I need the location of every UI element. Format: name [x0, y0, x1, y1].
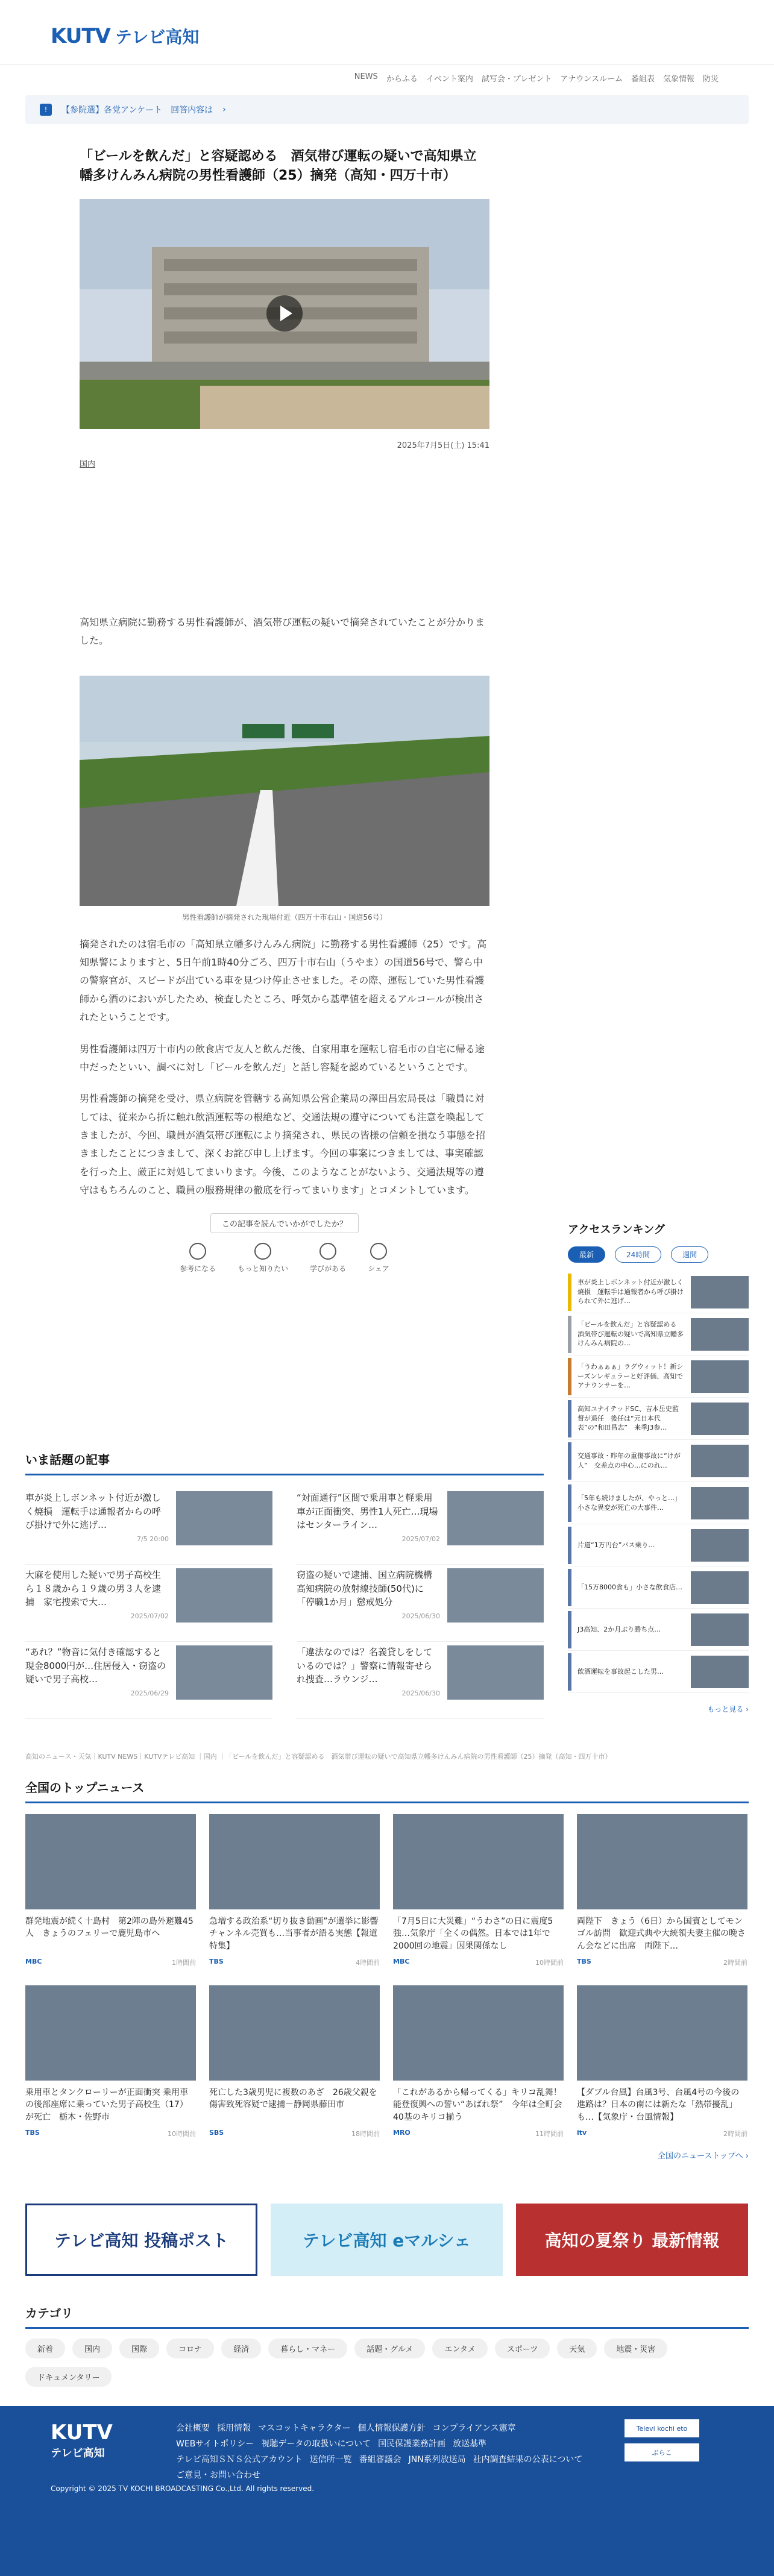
ranking-item[interactable]	[568, 1313, 749, 1356]
nav-events[interactable]: イベント案内	[426, 75, 473, 84]
hot-topic-item[interactable]	[297, 1565, 544, 1642]
footer-link[interactable]: 採用情報	[217, 2424, 251, 2433]
rank-marker	[568, 1653, 571, 1691]
news-image	[393, 1985, 564, 2081]
access-ranking	[568, 1221, 749, 1714]
reaction-box	[80, 1213, 489, 1274]
news-source: TBS	[209, 1958, 224, 1965]
news-time: 4時間前	[356, 1959, 380, 1967]
hot-topic-date: 2025/07/02	[401, 1535, 440, 1543]
footer-badge[interactable]: Televi kochi eto	[625, 2419, 699, 2437]
photo-caption: 男性看護師が摘発された現場付近（四万十市右山・国道56号）	[182, 913, 387, 922]
news-image	[209, 1814, 380, 1909]
news-source: TBS	[577, 1958, 591, 1965]
banner-post[interactable]: テレビ高知 投稿ポスト	[25, 2204, 257, 2276]
nav-announce-room[interactable]: アナウンスルーム	[560, 75, 623, 84]
news-image	[393, 1814, 564, 1909]
reaction-question: この記事を読んでいかがでしたか？	[210, 1213, 359, 1233]
chevron-right-icon: ›	[222, 105, 226, 115]
breadcrumb[interactable]: 高知のニュース・天気｜KUTV NEWS｜KUTVテレビ高知 ｜国内 ｜「ビールを飲んだ」と容疑認める 酒気帯び運転の疑いで高知県立幡多けんみん病院の男性看護師（25）摘発（高知・四万十市）	[25, 1753, 612, 1761]
footer-links	[176, 2422, 598, 2481]
thumbnail	[691, 1487, 749, 1519]
hot-topic-title: “あれ？”物音に気付き確認すると現金8000円が…住居侵入・窃盗の疑いで男子高校…	[25, 1647, 166, 1685]
footer-link[interactable]: コンプライアンス憲章	[432, 2424, 516, 2433]
article-paragraph: 男性看護師の摘発を受け、県立病院を管轄する高知県公営企業局の澤田昌宏局長は「職員に対しては、従来から折に触れ飲酒運転等の根絶など、交通法規の遵守についても注意を喚起してきましたが、今回、職員が酒気帯び運転により摘発され、県民の皆様の信頼を損なう事態を招きましたことにつきまして、深くお詫び申し上げます。今回の事案につきましては、事実確認を行った上、厳正に対処してまいります。今後、このようなことがないよう、交通法規等の遵守はもちろんのこと、職員の服務規律の徹底を行ってまいります」とコメントしています。	[80, 1093, 485, 1196]
category-disaster[interactable]: 地震・災害	[604, 2339, 667, 2358]
reaction-more[interactable]	[238, 1243, 288, 1274]
banner-row	[25, 2204, 748, 2276]
thumbnail	[691, 1571, 749, 1604]
ranking-item[interactable]	[568, 1482, 749, 1524]
category-title: カテゴリ	[25, 2304, 749, 2329]
nav-presents[interactable]: 試写会・プレゼント	[481, 75, 552, 84]
hot-topic-item[interactable]	[25, 1487, 272, 1565]
book-icon	[319, 1243, 336, 1260]
site-logo[interactable]	[51, 24, 199, 48]
hot-topics	[25, 1450, 544, 1719]
footer-link[interactable]: マスコットキャラクター	[258, 2424, 351, 2433]
rank-marker	[568, 1569, 571, 1606]
notice-bar[interactable]	[25, 95, 749, 124]
news-source: SBS	[209, 2129, 224, 2137]
reaction-label: もっと知りたい	[238, 1264, 289, 1273]
article-lead: 高知県立病院に勤務する男性看護師が、酒気帯び運転の疑いで摘発されていたことが分かりました。	[80, 616, 485, 647]
news-title: 死亡した3歳男児に複数のあざ 26歳父親を傷害致死容疑で逮捕－静岡県藤田市	[209, 2088, 377, 2110]
thumbnail	[691, 1360, 749, 1393]
ranking-item-title: 片道“1万円台”バス乗り…	[577, 1541, 655, 1549]
global-nav	[0, 65, 774, 89]
footer-link[interactable]: 会社概要	[176, 2424, 210, 2433]
footer-badge[interactable]: ぶらこ	[625, 2443, 699, 2461]
rank-marker	[568, 1400, 571, 1437]
play-icon[interactable]	[266, 295, 303, 331]
hot-topic-title: 「違法なのでは？名義貸しをしているのでは？」警察に情報寄せられ捜査…ラウンジ…	[297, 1647, 433, 1685]
notice-icon: !	[40, 104, 52, 116]
hot-topics-title: いま話題の記事	[25, 1450, 544, 1475]
footer-link[interactable]: 放送基準	[453, 2439, 487, 2449]
nav-disaster[interactable]: 防災	[702, 75, 719, 84]
nav-news[interactable]: NEWS	[354, 72, 378, 81]
news-card[interactable]	[577, 1814, 747, 1967]
news-image	[577, 1985, 747, 2081]
search-icon	[254, 1243, 271, 1260]
news-time: 18時間前	[351, 2130, 380, 2138]
article-date: 2025年7月5日(土) 15:41	[397, 441, 489, 450]
ranking-item-title: 「15万8000食も」小さな飲食店…	[577, 1583, 682, 1591]
hot-topic-date: 2025/06/29	[130, 1689, 169, 1697]
footer-link[interactable]: 番組審議会	[359, 2455, 401, 2464]
nav-colorful[interactable]: からふる	[386, 75, 418, 84]
thumbnail	[447, 1491, 544, 1545]
news-card[interactable]	[393, 1985, 564, 2138]
tab-24h[interactable]: 24時間	[615, 1246, 661, 1263]
hot-topic-item[interactable]	[25, 1642, 272, 1719]
footer-link[interactable]: 社内調査結果の公表について	[473, 2455, 583, 2464]
news-image	[25, 1814, 196, 1909]
ranking-item[interactable]	[568, 1398, 749, 1440]
rank-marker	[568, 1527, 571, 1564]
news-card[interactable]	[209, 1985, 380, 2138]
news-card[interactable]	[25, 1814, 196, 1967]
news-source: MRO	[393, 2129, 411, 2137]
rank-marker	[568, 1442, 571, 1480]
notice-text: 【参院選】各党アンケート 回答内容は	[61, 105, 213, 115]
news-time: 2時間前	[723, 1959, 747, 1967]
tab-latest[interactable]: 最新	[568, 1246, 605, 1263]
article-paragraph: 男性看護師は四万十市内の飲食店で友人と飲んだ後、自家用車を運転し宿毛市の自宅に帰る途中だったといい、調べに対し「ビールを飲んだ」と話し容疑を認めているということです。	[80, 1043, 485, 1073]
banner-festival[interactable]: 高知の夏祭り 最新情報	[516, 2204, 748, 2276]
reaction-learn[interactable]	[310, 1243, 346, 1274]
rank-marker	[568, 1274, 571, 1311]
news-title: 「7月5日に大災難」“うわさ”の日に震度5強…気象庁「全くの偶然。日本では1年で2000回の地震」因果関係なし	[393, 1917, 553, 1951]
footer-link[interactable]: ご意見・お問い合わせ	[176, 2471, 260, 2480]
news-source: MBC	[393, 1958, 410, 1965]
article-tag[interactable]: 国内	[80, 459, 96, 469]
logo-kutv: KUTV	[51, 24, 110, 48]
ranking-item[interactable]	[568, 1271, 749, 1313]
hot-topic-item[interactable]	[297, 1642, 544, 1719]
thumbnail	[691, 1613, 749, 1646]
ranking-item-title: 車が炎上しボンネット付近が激しく焼損 運転手は通報者から呼び掛けられて外に逃げ…	[577, 1278, 684, 1305]
ranking-item[interactable]	[568, 1566, 749, 1609]
ranking-item-title: 飲酒運転を事故起こした男…	[577, 1667, 664, 1676]
hot-topic-item[interactable]	[297, 1487, 544, 1565]
hot-topic-date: 7/5 20:00	[137, 1535, 169, 1543]
reaction-label: 学びがある	[310, 1264, 347, 1273]
news-time: 1時間前	[172, 1959, 196, 1967]
news-time: 2時間前	[723, 2130, 747, 2138]
hot-topic-title: 車が炎上しボンネット付近が激しく焼損 運転手は通報者からの呼び掛けで外に逃げ…	[25, 1492, 162, 1530]
category-section	[25, 2304, 749, 2387]
category-entertainment[interactable]: エンタメ	[432, 2339, 487, 2358]
ranking-item[interactable]	[568, 1651, 749, 1693]
news-image	[209, 1985, 380, 2081]
category-corona[interactable]: コロナ	[166, 2339, 214, 2358]
article-hero-video[interactable]	[80, 199, 489, 429]
news-time: 11時間前	[535, 2130, 564, 2138]
reaction-label: 参考になる	[180, 1264, 216, 1273]
news-image	[25, 1985, 196, 2081]
site-footer	[0, 2406, 774, 2576]
news-card[interactable]	[577, 1985, 747, 2138]
hot-topic-date: 2025/06/30	[401, 1689, 440, 1697]
rank-marker	[568, 1316, 571, 1353]
news-image	[577, 1814, 747, 1909]
rank-marker	[568, 1358, 571, 1395]
tab-weekly[interactable]: 週間	[671, 1246, 708, 1263]
footer-link[interactable]: テレビ高知ＳＮＳ公式アカウント	[176, 2455, 303, 2464]
article	[80, 147, 489, 1274]
footer-link[interactable]: 個人情報保護方針	[357, 2424, 426, 2433]
thumbnail	[447, 1568, 544, 1623]
hot-topic-title: “対面通行”区間で乗用車と軽乗用車が正面衝突、男性1人死亡…現場はセンターライン…	[297, 1492, 438, 1530]
hot-topic-title: 大麻を使用した疑いで男子高校生ら１８歳から１９歳の男３人を逮捕 家宅捜索で大…	[25, 1569, 162, 1607]
ranking-item-title: 高知ユナイテッドSC、吉本岳史監督が退任 後任は“元日本代表”の“和田昌志” 来季J3参…	[577, 1404, 679, 1432]
category-economy[interactable]: 経済	[221, 2339, 261, 2358]
banner-marche[interactable]: テレビ高知 eマルシェ	[271, 2204, 503, 2276]
ranking-item-title: 交通事故・昨年の重傷事故に“けが人” 交差点の中心…にのれ…	[577, 1451, 681, 1469]
footer-link[interactable]: WEBサイトポリシー	[176, 2439, 254, 2449]
thumbnail	[691, 1529, 749, 1562]
national-news-more-link[interactable]: 全国のニューストップへ ›	[657, 2152, 749, 2161]
category-documentary[interactable]: ドキュメンタリー	[25, 2367, 112, 2387]
category-sports[interactable]: スポーツ	[495, 2339, 550, 2358]
news-title: 急増する政治系“切り抜き動画”が選挙に影響 チャンネル売買も…当事者が語る実態【報道特集】	[209, 1917, 379, 1951]
ranking-item[interactable]	[568, 1356, 749, 1398]
nav-weather[interactable]: 気象情報	[662, 75, 694, 84]
lightbulb-icon	[189, 1243, 206, 1260]
thumbnail	[691, 1656, 749, 1688]
thumbnail	[691, 1318, 749, 1351]
ranking-item-title: J3高知、2か月ぶり勝ち点…	[577, 1625, 661, 1633]
ranking-item-title: 「うわぁぁぁ」ラグウィット！新シーズンレギュラーと好評価、高知でアナウンサーを…	[577, 1362, 684, 1390]
news-card[interactable]	[25, 1985, 196, 2138]
category-domestic[interactable]: 国内	[72, 2339, 112, 2358]
rank-marker	[568, 1484, 571, 1522]
news-source: itv	[577, 2129, 587, 2137]
news-title: 【ダブル台風】台風3号、台風4号の今後の進路は？日本の南には新たな「熱帯擾乱」も…【気象庁・台風情報】	[577, 2088, 740, 2122]
nav-program-table[interactable]: 番組表	[631, 75, 655, 84]
news-title: 「これがあるから帰ってくる」キリコ乱舞！能登復興への誓い“あばれ祭” 今年は全町会40基のキリコ揃う	[393, 2088, 562, 2122]
ranking-item-title: 「5年も続けましたが、やっと…」小さな異変が死亡の大事件…	[577, 1494, 681, 1512]
share-icon	[370, 1243, 387, 1260]
news-time: 10時間前	[535, 1959, 564, 1967]
category-weather[interactable]: 天気	[557, 2339, 597, 2358]
category-new[interactable]: 新着	[25, 2339, 65, 2358]
hot-topic-title: 窃盗の疑いで逮捕、国立病院機構高知病院の放射線技師(50代)に「停職1か月」懲戒処分	[297, 1569, 433, 1607]
thumbnail	[447, 1645, 544, 1700]
news-source: MBC	[25, 1958, 42, 1965]
national-top-news	[25, 1778, 749, 2161]
category-gourmet[interactable]: 話題・グルメ	[354, 2339, 425, 2358]
footer-logo-sub: テレビ高知	[51, 2447, 105, 2460]
article-title: 「ビールを飲んだ」と容疑認める 酒気帯び運転の疑いで高知県立幡多けんみん病院の男性看護師（25）摘発（高知・四万十市）	[80, 149, 477, 183]
ranking-title: アクセスランキング	[568, 1224, 665, 1236]
news-title: 群発地震が続く十島村 第2陣の島外避難45人 きょうのフェリーで鹿児島市へ	[25, 1917, 194, 1939]
category-living[interactable]: 暮らし・マネー	[268, 2339, 347, 2358]
site-header	[0, 0, 774, 65]
national-news-title: 全国のトップニュース	[25, 1778, 749, 1803]
thumbnail	[691, 1445, 749, 1477]
thumbnail	[176, 1645, 272, 1700]
ranking-item[interactable]	[568, 1524, 749, 1566]
thumbnail	[691, 1403, 749, 1435]
ranking-item[interactable]	[568, 1440, 749, 1482]
news-time: 10時間前	[168, 2130, 196, 2138]
hot-topic-date: 2025/07/02	[130, 1612, 169, 1620]
hot-topic-date: 2025/06/30	[401, 1612, 440, 1620]
news-title: 乗用車とタンクローリーが正面衝突 乗用車の後部座席に乗っていた男子高校生（17）が死亡 栃木・佐野市	[25, 2088, 189, 2122]
thumbnail	[691, 1276, 749, 1308]
footer-link[interactable]: 視聴データの取扱いについて	[261, 2439, 371, 2449]
ranking-item-title: 「ビールを飲んだ」と容疑認める 酒気帯び運転の疑いで高知県立幡多けんみん病院の…	[577, 1320, 684, 1348]
hot-topic-item[interactable]	[25, 1565, 272, 1642]
copyright: Copyright © 2025 TV KOCHI BROADCASTING Co.,Ltd. All rights reserved.	[51, 2484, 315, 2493]
reaction-label: シェア	[368, 1264, 389, 1273]
road-photo	[80, 676, 489, 906]
category-international[interactable]: 国際	[119, 2339, 159, 2358]
news-source: TBS	[25, 2129, 40, 2137]
ad-space	[80, 469, 489, 614]
reaction-helpful[interactable]	[180, 1243, 216, 1274]
thumbnail	[176, 1568, 272, 1623]
ranking-more-link[interactable]: もっと見る ›	[707, 1705, 749, 1714]
thumbnail	[176, 1491, 272, 1545]
news-card[interactable]	[393, 1814, 564, 1967]
article-paragraph: 摘発されたのは宿毛市の「高知県立幡多けんみん病院」に勤務する男性看護師（25）です。高知県警によりますと、5日午前1時40分ごろ、四万十市右山（うやま）の国道56号で、警ら中の警察官が、スピードが出ている車を見つけ停止させました。その際、運転していた男性看護師から酒のにおいがしたため、検査したところ、呼気から基準値を超えるアルコールが検出されたということです。	[80, 938, 487, 1023]
footer-link[interactable]: 送信所一覧	[309, 2455, 352, 2464]
logo-station-name: テレビ高知	[115, 27, 200, 47]
news-title: 両陛下 きょう（6日）から国賓としてモンゴル訪問 歓迎式典や大統領夫妻主催の晩さん会などに出席 両陛下…	[577, 1917, 746, 1951]
news-card[interactable]	[209, 1814, 380, 1967]
footer-link[interactable]: 国民保護業務計画	[378, 2439, 446, 2449]
share-button[interactable]	[368, 1243, 389, 1274]
footer-logo[interactable]: KUTV	[51, 2420, 113, 2445]
ranking-item[interactable]	[568, 1609, 749, 1651]
rank-marker	[568, 1611, 571, 1648]
footer-link[interactable]: JNN系列放送局	[408, 2455, 466, 2464]
